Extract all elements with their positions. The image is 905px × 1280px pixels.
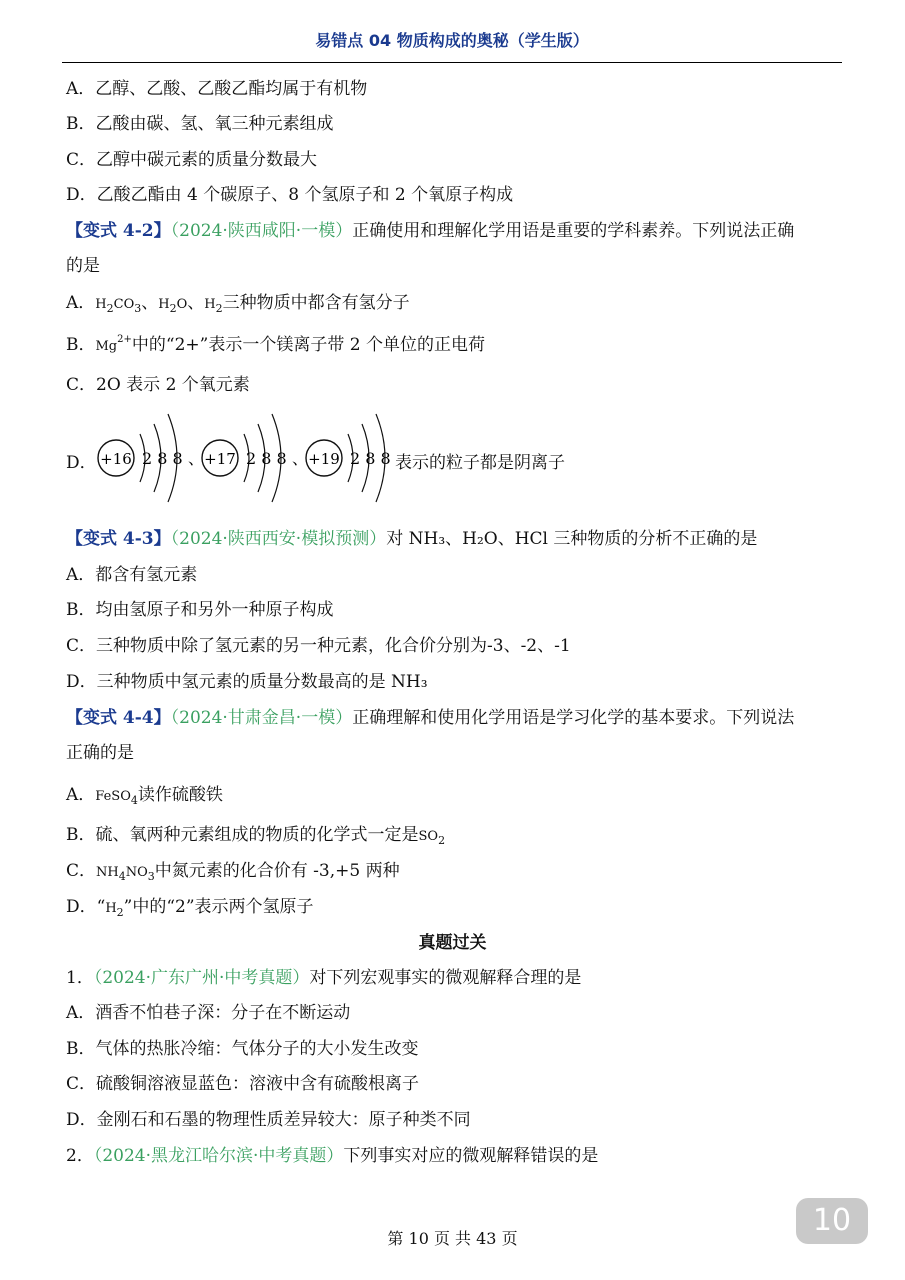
page-header	[62, 18, 842, 63]
question-tag: 【变式 4-4】	[66, 708, 171, 728]
subscript: 2	[438, 834, 446, 847]
subscript: 4	[118, 870, 126, 883]
subscript: 3	[134, 302, 142, 315]
formula: H	[158, 297, 170, 312]
option-b	[66, 330, 485, 355]
option-d: D．金刚石和石墨的物理性质差异较大：原子种类不同	[66, 1110, 471, 1130]
question-4-2-stem-cont: 的是	[66, 256, 100, 276]
question-tag: 【变式 4-2】	[66, 221, 171, 241]
question-source: （2024·黑龙江哈尔滨·中考真题）	[93, 1146, 344, 1166]
formula: CO	[113, 297, 135, 312]
question-4-4-stem	[66, 703, 794, 728]
question-4-2-stem	[66, 216, 794, 241]
nucleus-charge: +16	[100, 450, 132, 468]
formula: H	[95, 297, 107, 312]
option-text: ”中的“2”表示两个氢原子	[123, 897, 314, 917]
header-title: 易错点 04 物质构成的奥秘（学生版）	[315, 31, 589, 50]
option-text: 中的“2+”表示一个镁离子带 2 个单位的正电荷	[131, 335, 485, 355]
option-a: A．乙醇、乙酸、乙酸乙酯均属于有机物	[66, 79, 368, 99]
page-footer: 第 10 页 共 43 页	[387, 1229, 518, 1248]
subscript: 4	[130, 794, 138, 807]
subscript: 2	[116, 906, 124, 919]
problem-2-stem	[66, 1141, 598, 1166]
superscript: 2+	[117, 334, 132, 345]
option-c	[66, 856, 400, 881]
formula: H	[204, 297, 216, 312]
subscript: 2	[215, 302, 223, 315]
question-4-4-stem-cont: 正确的是	[66, 743, 134, 763]
nucleus-charge: +19	[308, 450, 340, 468]
option-a: A．都含有氢元素	[66, 565, 198, 585]
atom-diagram-sulfur	[92, 408, 205, 508]
problem-number: 1．	[66, 968, 94, 988]
option-a	[66, 288, 410, 313]
question-text: 正确使用和理解化学用语是重要的学科素养。下列说法正确	[352, 221, 795, 241]
option-text: B．硫、氧两种元素组成的物质的化学式一定是	[66, 825, 419, 845]
option-c: C．三种物质中除了氢元素的另一种元素，化合价分别为-3、-2、-1	[66, 636, 571, 656]
question-source: （2024·陕西西安·模拟预测）	[170, 529, 387, 549]
separator: 、	[188, 449, 205, 468]
option-label: A．	[66, 293, 96, 313]
option-b: B．乙酸由碳、氢、氧三种元素组成	[66, 114, 334, 134]
formula: NH	[96, 865, 119, 880]
option-text: 中氮元素的化合价有 -3,+5 两种	[154, 861, 400, 881]
option-c: C．乙醇中碳元素的质量分数最大	[66, 150, 318, 170]
formula: FeSO	[95, 789, 131, 804]
option-b: B．气体的热胀冷缩：气体分子的大小发生改变	[66, 1039, 419, 1059]
problem-number: 2．	[66, 1146, 94, 1166]
option-label: D．“	[66, 897, 106, 917]
nucleus-charge: +17	[204, 450, 236, 468]
option-label: B．	[66, 335, 96, 355]
formula: NO	[125, 865, 148, 880]
option-a	[66, 780, 223, 805]
option-d-text: 表示的粒子都是阴离子	[395, 453, 565, 473]
option-text: 三种物质中都含有氢分子	[222, 293, 410, 313]
question-text: 下列事实对应的微观解释错误的是	[343, 1146, 599, 1166]
formula: O	[176, 297, 188, 312]
shell-electrons: 2 8 8	[142, 449, 183, 468]
question-source: （2024·广东广州·中考真题）	[93, 968, 310, 988]
page-number-badge[interactable]: 10	[796, 1198, 868, 1244]
option-a: A．酒香不怕巷子深：分子在不断运动	[66, 1003, 351, 1023]
option-d: D．乙酸乙酯由 4 个碳原子、8 个氢原子和 2 个氧原子构成	[66, 185, 514, 205]
question-4-3-stem	[66, 524, 757, 549]
subscript: 2	[106, 302, 114, 315]
subscript: 3	[147, 870, 155, 883]
option-d-label: D．	[66, 453, 97, 473]
formula: Mg	[95, 339, 118, 354]
formula: H	[105, 901, 117, 916]
option-text: 读作硫酸铁	[137, 785, 223, 805]
question-text: 对 NH₃、H₂O、HCl 三种物质的分析不正确的是	[386, 529, 758, 549]
separator: 、	[187, 293, 205, 313]
separator: 、	[292, 449, 309, 468]
atom-diagram-chlorine	[196, 408, 309, 508]
option-d	[66, 892, 314, 917]
question-text: 对下列宏观事实的微观解释合理的是	[309, 968, 582, 988]
shell-electrons: 2 8 8	[350, 449, 391, 468]
option-b	[66, 820, 445, 845]
shell-electrons: 2 8 8	[246, 449, 287, 468]
separator: 、	[141, 293, 159, 313]
option-label: A．	[66, 785, 96, 805]
subscript: 2	[169, 302, 177, 315]
question-tag: 【变式 4-3】	[66, 529, 171, 549]
option-d: D．三种物质中氢元素的质量分数最高的是 NH₃	[66, 672, 428, 692]
option-b: B．均由氢原子和另外一种原子构成	[66, 600, 334, 620]
option-c: C．硫酸铜溶液显蓝色：溶液中含有硫酸根离子	[66, 1074, 420, 1094]
formula: SO	[418, 829, 439, 844]
atom-diagram-potassium	[300, 408, 398, 508]
option-c: C．2O 表示 2 个氧元素	[66, 375, 250, 395]
option-label: C．	[66, 861, 97, 881]
section-title: 真题过关	[418, 933, 487, 953]
question-source: （2024·甘肃金昌·一模）	[170, 708, 353, 728]
question-source: （2024·陕西咸阳·一模）	[170, 221, 353, 241]
problem-1-stem	[66, 963, 581, 988]
question-text: 正确理解和使用化学用语是学习化学的基本要求。下列说法	[352, 708, 795, 728]
